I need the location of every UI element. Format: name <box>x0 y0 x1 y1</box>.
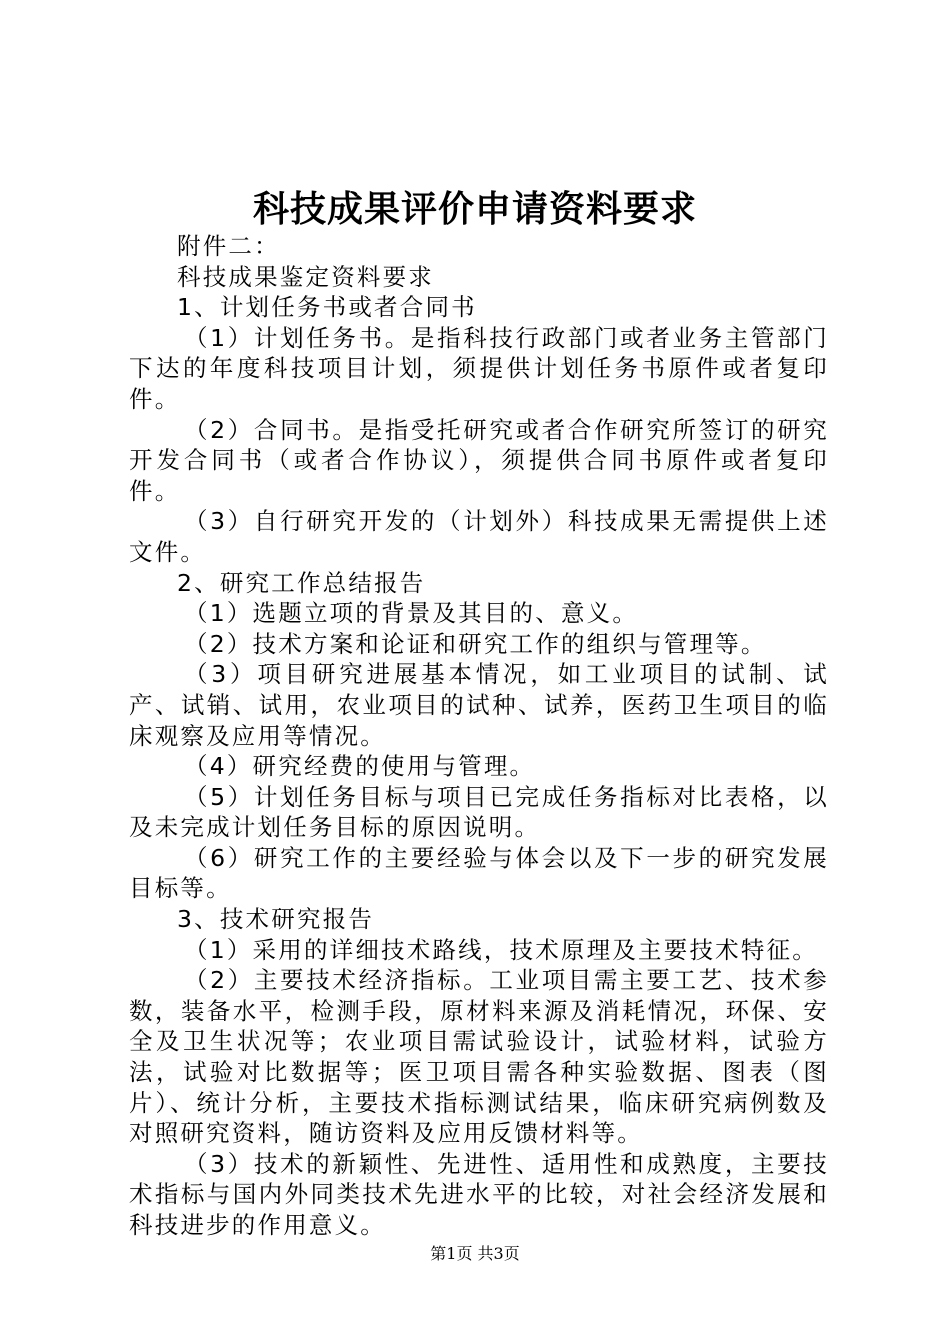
paragraph: （1）采用的详细技术路线，技术原理及主要技术特征。 <box>184 935 818 964</box>
paragraph: （2）合同书。是指受托研究或者合作研究所签订的研究开发合同书（或者合作协议），须提供合同书原件或者复印件。 <box>129 415 829 505</box>
document-title: 科技成果评价申请资料要求 <box>252 188 697 230</box>
document-body <box>129 231 829 1241</box>
paragraph: （4）研究经费的使用与管理。 <box>184 752 536 781</box>
section-subtitle: 科技成果鉴定资料要求 <box>177 262 434 291</box>
section-heading: 2、研究工作总结报告 <box>177 568 426 597</box>
section-heading: 3、技术研究报告 <box>177 905 375 934</box>
paragraph: （5）计划任务目标与项目已完成任务指标对比表格，以及未完成计划任务目标的原因说明。 <box>129 782 829 842</box>
attachment-label: 附件二： <box>177 232 280 260</box>
page-number-footer: 第1页 共3页 <box>430 1244 520 1263</box>
paragraph: （1）选题立项的背景及其目的、意义。 <box>184 599 639 628</box>
paragraph: （2）技术方案和论证和研究工作的组织与管理等。 <box>184 629 767 658</box>
section-heading: 1、计划任务书或者合同书 <box>177 293 477 322</box>
paragraph: （2）主要技术经济指标。工业项目需主要工艺、技术参数，装备水平，检测手段，原材料来源及消耗情况，环保、安全及卫生状况等；农业项目需试验设计，试验材料，试验方法，试验对比数据等；医卫项目需各种实验数据、图表（图片）、统计分析，主要技术指标测试结果，临床研究病例数及对照研究资料，随访资料及应用反馈材料等。 <box>129 966 829 1148</box>
paragraph: （3）技术的新颖性、先进性、适用性和成熟度，主要技术指标与国内外同类技术先进水平的比较，对社会经济发展和科技进步的作用意义。 <box>129 1149 829 1239</box>
paragraph: （1）计划任务书。是指科技行政部门或者业务主管部门下达的年度科技项目计划，须提供计划任务书原件或者复印件。 <box>129 323 829 413</box>
paragraph: （6）研究工作的主要经验与体会以及下一步的研究发展目标等。 <box>129 843 829 903</box>
paragraph: （3）项目研究进展基本情况，如工业项目的试制、试产、试销、试用，农业项目的试种、试养，医药卫生项目的临床观察及应用等情况。 <box>129 660 829 750</box>
paragraph: （3）自行研究开发的（计划外）科技成果无需提供上述文件。 <box>129 507 829 566</box>
